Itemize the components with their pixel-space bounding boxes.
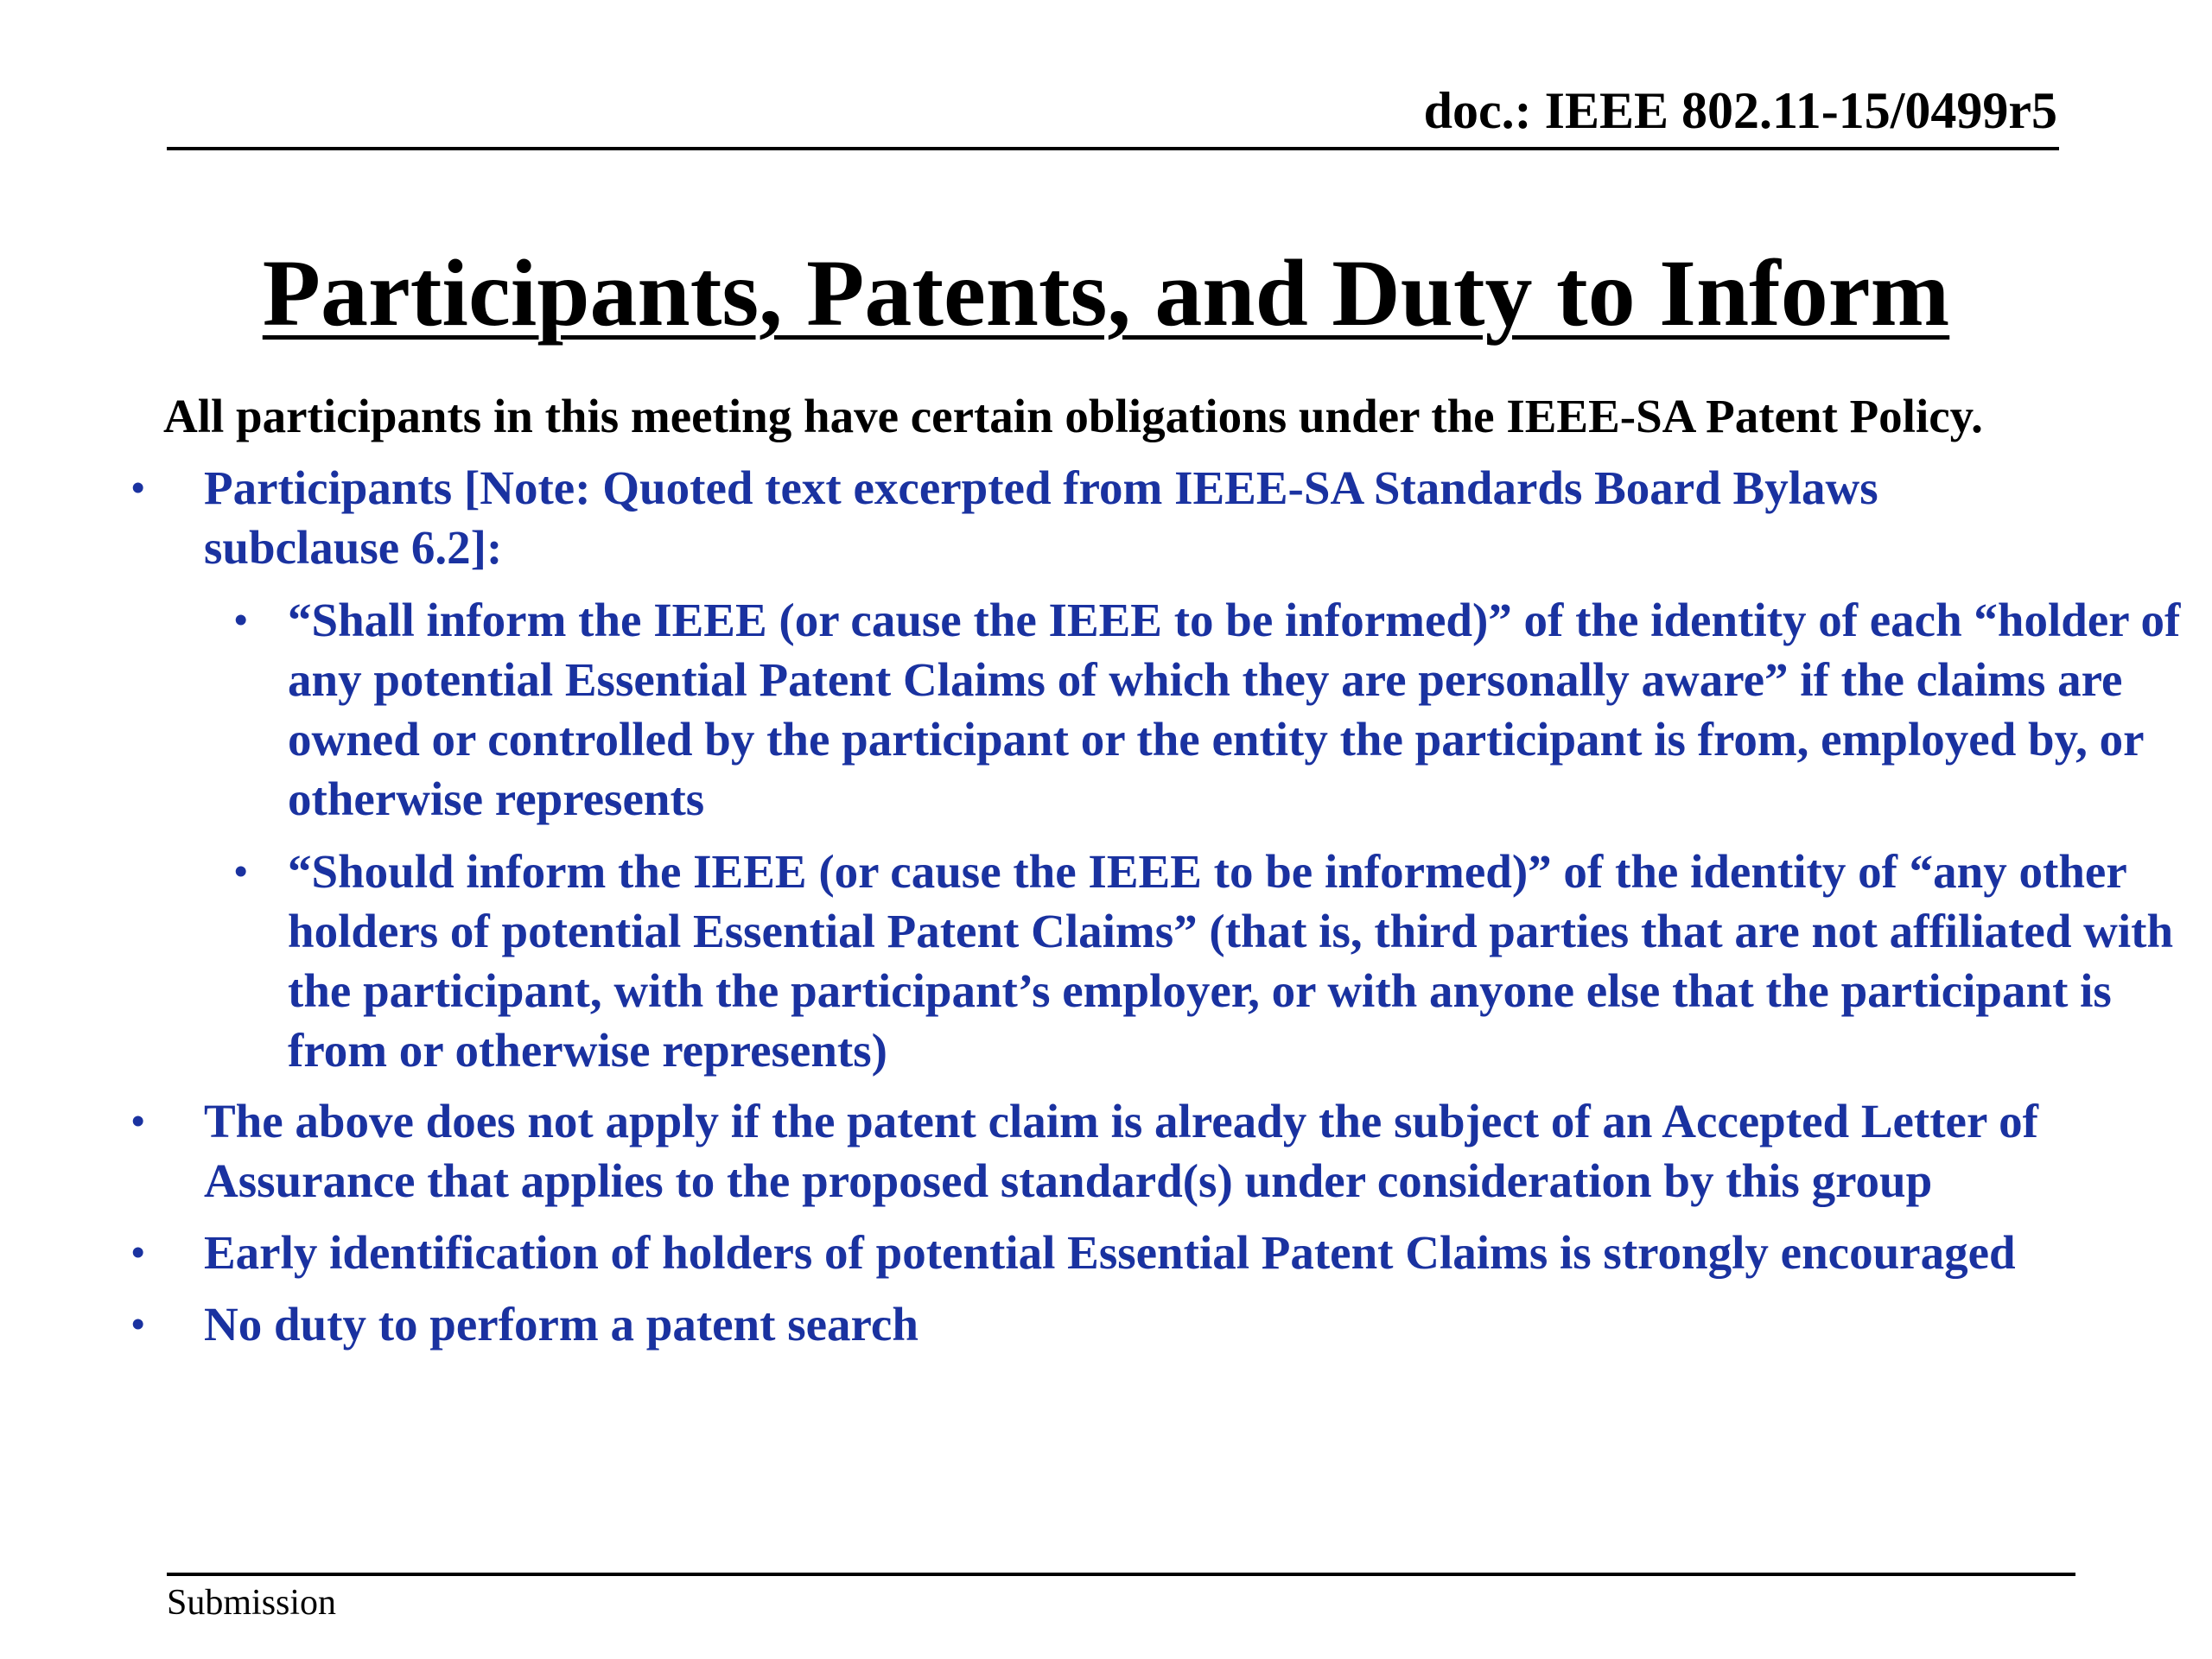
bullet-icon: •	[131, 467, 145, 509]
list-item-text: No duty to perform a patent search	[204, 1298, 918, 1351]
bullet-icon: •	[234, 599, 248, 641]
intro-text: All participants in this meeting have certain obligations under the IEEE-SA Patent Policy.	[163, 390, 1983, 442]
sub-list-item-text: “Should inform the IEEE (or cause the IEEE to be informed)” of the identity of “any other holders of potential Essential Patent Claims” (that is, third parties that are not affiliated with the participant, with the participant’s employer, or with anyone else that the participant is from or otherwise represents)	[288, 845, 2174, 1077]
list-item-text: The above does not apply if the patent claim is already the subject of an Accepted Letter of Assurance that applies to the proposed standard(s) under consideration by this group	[204, 1095, 2038, 1207]
footer-label: Submission	[167, 1583, 337, 1623]
document-id: doc.: IEEE 802.11-15/0499r5	[1423, 82, 2057, 139]
list-item-text: Early identification of holders of potential Essential Patent Claims is strongly encouraged	[204, 1226, 2016, 1279]
bullet-icon: •	[131, 1303, 145, 1345]
list-item-text: Participants [Note: Quoted text excerpted from IEEE-SA Standards Board Bylaws subclause 6.2]:	[204, 461, 1878, 574]
footer-divider	[167, 1573, 2075, 1576]
sub-list-item-text: “Shall inform the IEEE (or cause the IEEE to be informed)” of the identity of each “holder of any potential Essential Patent Claims of which they are personally aware” if the claims are owned or controlled by the participant or the entity the participant is from, employed by, or otherwise represents	[288, 594, 2181, 825]
bullet-icon: •	[131, 1231, 145, 1274]
header-divider	[167, 147, 2059, 150]
bullet-icon: •	[234, 850, 248, 893]
bullet-icon: •	[131, 1100, 145, 1142]
slide-title: Participants, Patents, and Duty to Inform	[262, 240, 1950, 346]
